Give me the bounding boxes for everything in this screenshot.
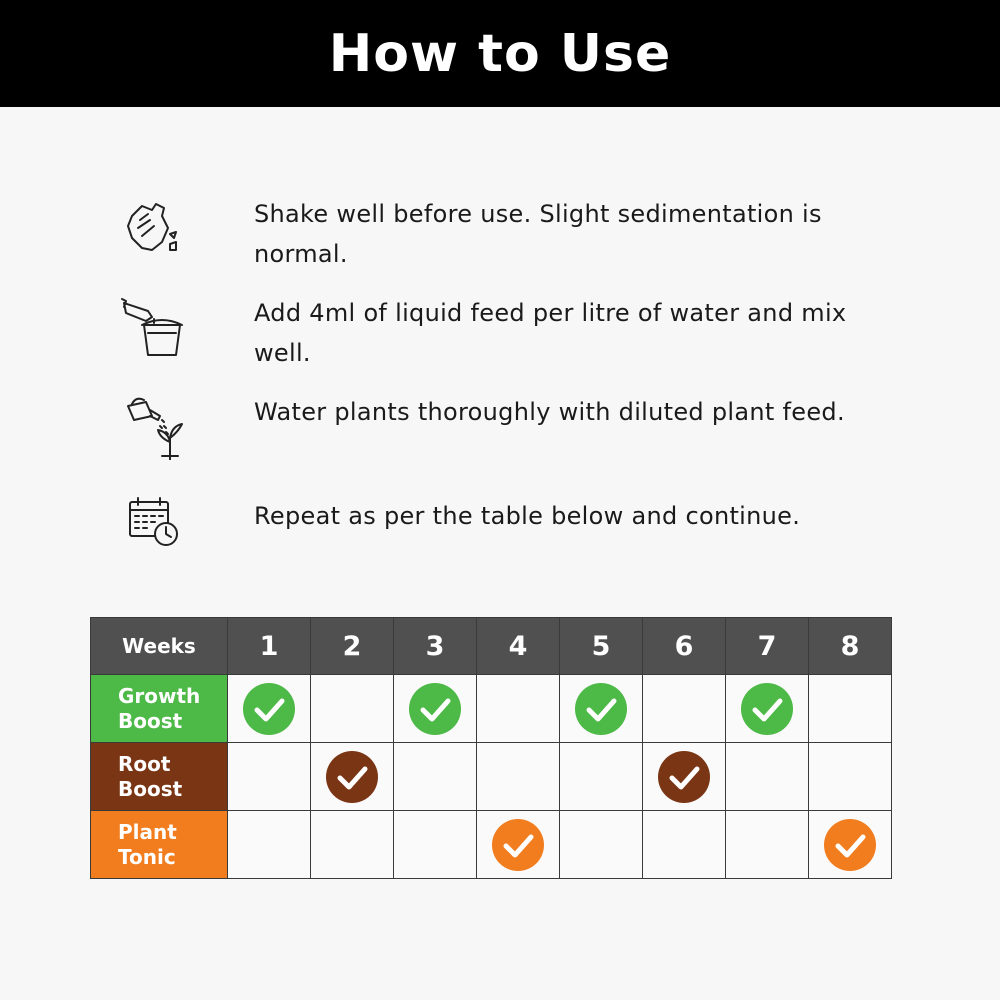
page-title: How to Use (328, 23, 672, 84)
week-header: 4 (477, 618, 560, 675)
week-header: 8 (809, 618, 892, 675)
schedule-cell (809, 743, 892, 811)
schedule-cell (477, 811, 560, 879)
row-label-line1: Plant (118, 819, 177, 844)
watering-can-icon (118, 394, 188, 454)
row-label-line1: Root (118, 751, 171, 776)
check-icon (243, 683, 295, 735)
schedule-cell (311, 675, 394, 743)
step-text: Shake well before use. Slight sedimentation is normal. (254, 200, 822, 268)
table-row-growth-boost (91, 675, 892, 743)
schedule-cell (311, 811, 394, 879)
schedule-cell (643, 811, 726, 879)
table-row-root-boost (91, 743, 892, 811)
row-label-line1: Growth (118, 683, 201, 708)
bottle-bucket-icon (118, 293, 188, 353)
row-label-line2: Boost (118, 776, 183, 801)
week-header: 7 (726, 618, 809, 675)
row-label (91, 811, 228, 879)
feeding-schedule-table (90, 617, 892, 879)
schedule-cell (726, 675, 809, 743)
header-bar (0, 0, 1000, 107)
schedule-cell (809, 811, 892, 879)
step-text: Water plants thoroughly with diluted plant feed. (254, 398, 845, 426)
row-label (91, 675, 228, 743)
check-icon (575, 683, 627, 735)
row-label-line2: Tonic (118, 844, 176, 869)
schedule-cell (477, 743, 560, 811)
check-icon (492, 819, 544, 871)
calendar-clock-icon (118, 494, 188, 554)
weeks-header: Weeks (91, 618, 228, 675)
shake-bottle-icon (118, 198, 188, 258)
schedule-cell (643, 743, 726, 811)
schedule-cell (809, 675, 892, 743)
table-header-row (91, 618, 892, 675)
schedule-cell (477, 675, 560, 743)
row-label-line2: Boost (118, 708, 183, 733)
schedule-cell (228, 811, 311, 879)
schedule-cell (726, 811, 809, 879)
check-icon (658, 751, 710, 803)
schedule-cell (560, 811, 643, 879)
week-header: 3 (394, 618, 477, 675)
schedule-cell (726, 743, 809, 811)
week-header: 1 (228, 618, 311, 675)
step-text: Repeat as per the table below and continue. (254, 502, 801, 530)
check-icon (409, 683, 461, 735)
week-header: 6 (643, 618, 726, 675)
check-icon (824, 819, 876, 871)
schedule-cell (394, 811, 477, 879)
week-header: 2 (311, 618, 394, 675)
step-text: Add 4ml of liquid feed per litre of water and mix well. (254, 299, 847, 367)
schedule-cell (643, 675, 726, 743)
schedule-cell (394, 675, 477, 743)
schedule-cell (311, 743, 394, 811)
table-row-plant-tonic (91, 811, 892, 879)
check-icon (741, 683, 793, 735)
check-icon (326, 751, 378, 803)
row-label (91, 743, 228, 811)
week-header: 5 (560, 618, 643, 675)
schedule-cell (394, 743, 477, 811)
schedule-cell (560, 743, 643, 811)
schedule-cell (560, 675, 643, 743)
schedule-cell (228, 675, 311, 743)
schedule-cell (228, 743, 311, 811)
